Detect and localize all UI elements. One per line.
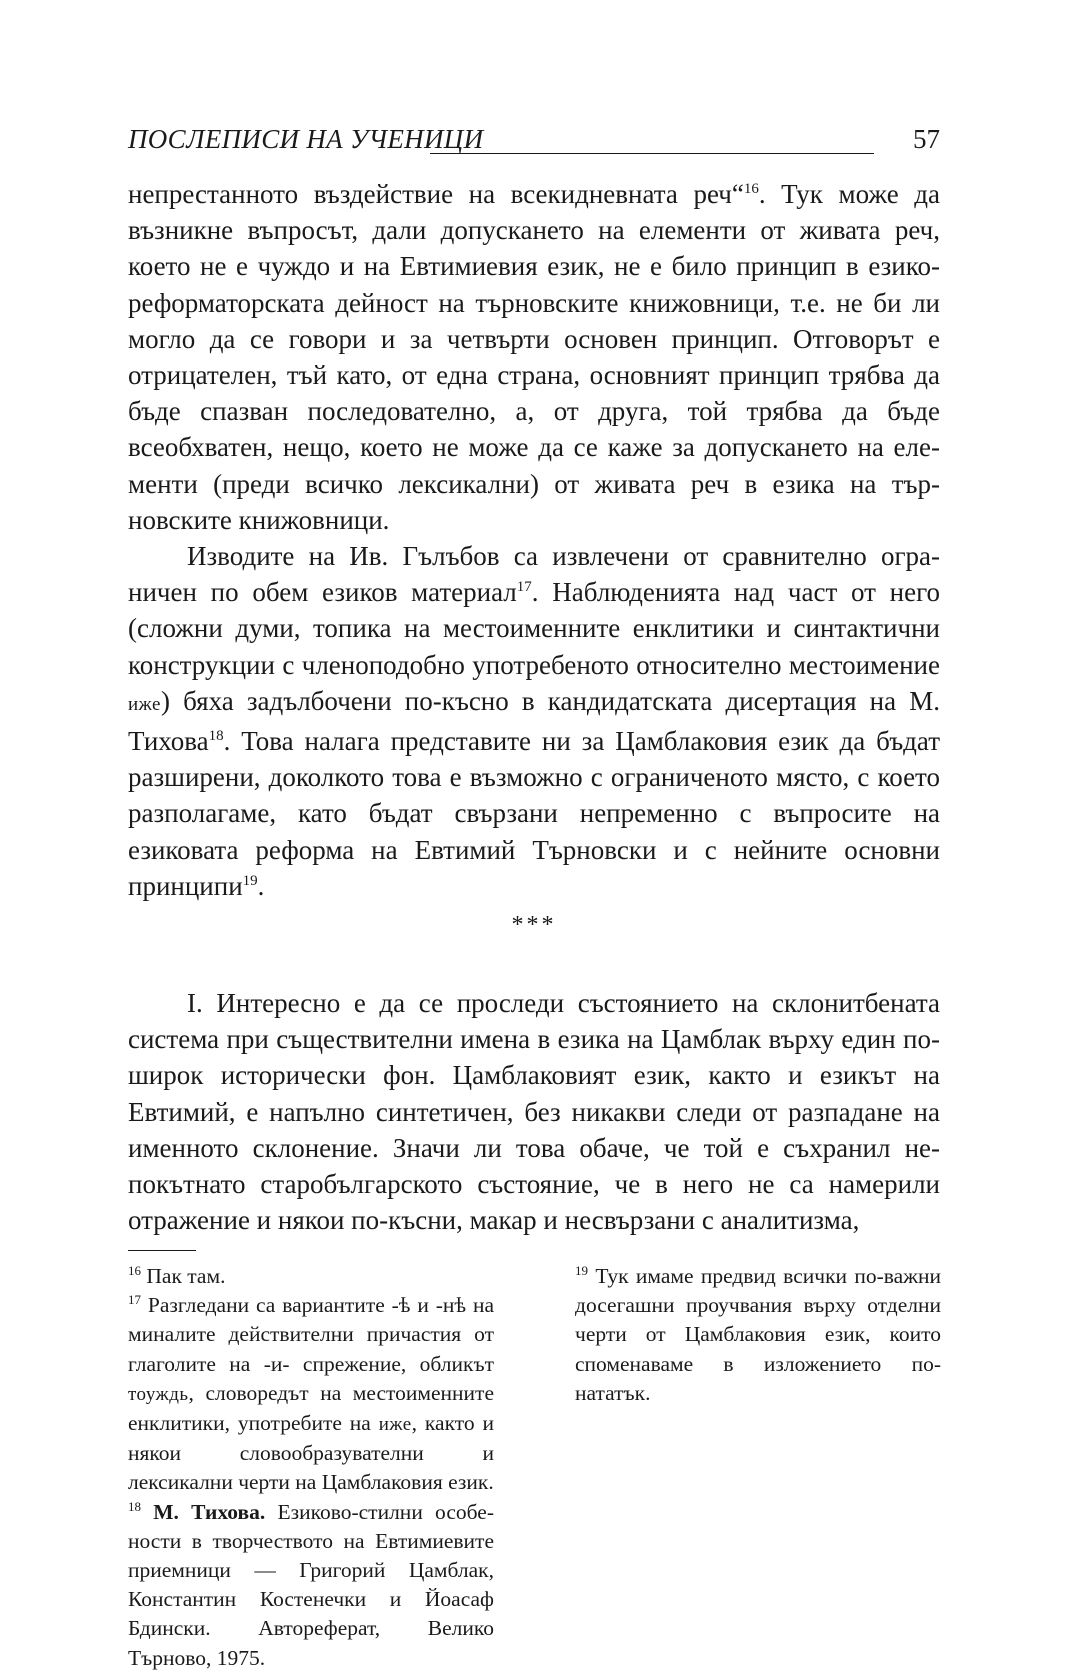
footnote-ref-16: 16 [743,181,759,197]
paragraph-2: Изводите на Ив. Гълъбов са извлечени от сравнително ограничен по обем езиков материал$^{17}$. Наблюденията над част от него (сложни думи, топика на местоименните енклитики и синтактични конструкции с членоподобно употребеното относително местоимение иже) бяха задълбочени по-късно в кандидатската дисертация на М. Тихова$^{18}$. Това налага представите ни за Цамблаковия език да бъдат разширени, доколкото това е възможно с ограниченото място, с което разполагаме, като бъдат свързани непременно с въпросите на езиковата реформа на Евтимий Търновски и с нейните основни принципи$^{19}$. [128,541,940,901]
footnote-18: $^{18}$ М. Тихова. Езиково-стилни особености в творчеството на Евтимиевите приемници — Григорий Цамблак, Константин Костенечки и Йоасаф Бдински. Автореферат, Велико Търново, 1975. [128,1498,495,1670]
footnote-ref-17: 17 [516,579,532,596]
main-text [128,176,940,904]
old-bulgarian-word: иже [378,1414,412,1436]
old-bulgarian-word: тоуждь [128,1383,189,1405]
footnote-19: $^{19}$ Тук имаме предвид всички по-важни досегашни проучвания върху отделни черти от Цамблаковия език, които споменаваме в изложението по-нататък. [575,1263,942,1405]
footnote-author: М. Тихова. [153,1499,266,1524]
footnote-16: $^{16}$ Пак там. [128,1263,226,1288]
header-rule [430,153,874,154]
footnotes-right-column [575,1262,941,1408]
running-title: ПОСЛЕПИСИ НА УЧЕНИЦИ [128,124,484,154]
footnote-rule [128,1250,196,1251]
footnote-17: $^{17}$ Разгледани са вариантите -ѣ и -нѣ на миналите действителни причастия от глаголите на -и- спрежение, обликът тоуждь, словоредът на местоименните енклитики, употребите на иже, както и някои словообразувателни и лексикални черти на Цамблаковия език. [128,1292,494,1495]
running-header [128,124,940,164]
page-number: 57 [913,124,940,154]
paragraph-1: непрестанното въздействие на всекидневната реч“$^{16}$. Тук може да възникне въпросът, дали допускането на елементи от живата реч, което не е чуждо и на Евтимиевия език, не е било принцип в езикореформаторската дейност на търновските книжовници, т.е. не би ли могло да се говори и за четвърти основен принцип. Отговорът е отрицателен, тъй като, от една страна, основният принцип трябва да бъде спазван последователно, а, от друга, той трябва да бъде всеобхватен, нещо, което не може да се каже за допускането на елементи (преди всичко лексикални) от живата реч в езика на търновските книжовници. [128,179,941,535]
section-text [128,985,940,1238]
paragraph-3: I. Интересно е да се проследи състоянието на склонитбената система при съществителни имена в езика на Цамблак върху един по-широк исторически фон. Цамблаковият език, както и езикът на Евтимий, е напълно синтетичен, без никакви следи от разпадане на именното склонение. Значи ли това обаче, че той е съхранил непокътнато старобългарското състояние, че в него не са намерили отражение и някои по-късни, макар и несвързани с аналитизма, [128,988,940,1236]
old-bulgarian-word: иже [128,693,161,715]
footnotes-left-column [128,1262,494,1673]
footnote-ref-18: 18 [208,728,224,745]
footnote-ref-19: 19 [242,872,258,889]
section-separator: *** [511,912,557,938]
